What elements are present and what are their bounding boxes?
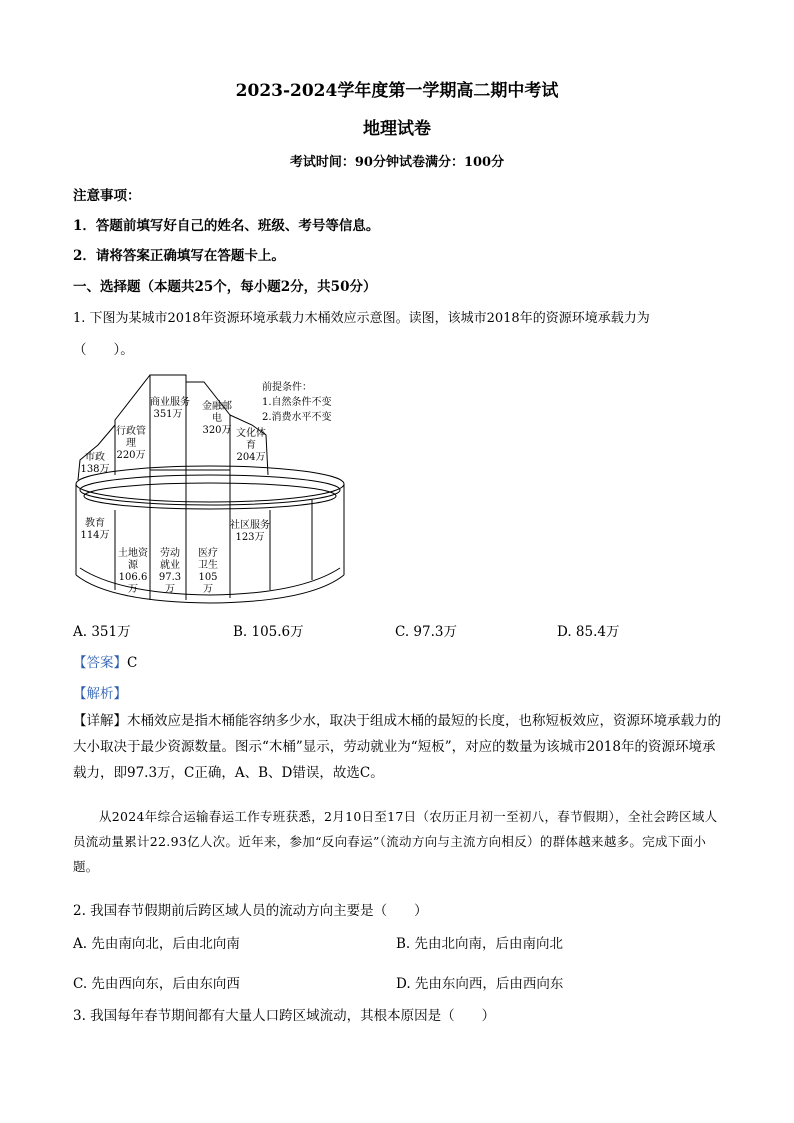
q1-option-c[interactable]: C. 97.3万 xyxy=(395,624,457,640)
q1-analysis-label: 【解析】 xyxy=(73,686,127,702)
answer-label: 【答案】 xyxy=(73,655,127,671)
q2-option-c[interactable]: C. 先由西向东，后由东向西 xyxy=(73,976,240,992)
stave-label-community: 社区服务 123万 xyxy=(230,520,270,543)
passage: 从2024年综合运输春运工作专班获悉，2月10日至17日（农历正月初一至初八，春节假期），全社会跨区域人员流动量累计22.93亿人次。近年来，参加“反向春运”（流动方向与主流方向相反）的群体越来越多。完成下面小题。 xyxy=(73,809,718,874)
notice-heading: 注意事项： xyxy=(73,188,141,204)
condition-1: 1.自然条件不变 xyxy=(262,397,332,408)
condition-2: 2.消费水平不变 xyxy=(262,412,332,423)
q1-detail xyxy=(73,708,725,786)
stave-label-municipal: 市政 138万 xyxy=(80,452,110,475)
stave-label-education: 教育 114万 xyxy=(80,518,110,541)
barrel-figure xyxy=(70,370,350,606)
q1-option-d[interactable]: D. 85.4万 xyxy=(557,624,620,640)
subject-title: 地理试卷 xyxy=(363,119,431,139)
stave-label-medical: 医疗卫生 105万 xyxy=(198,548,218,595)
stave-label-labor: 劳动就业 97.3万 xyxy=(158,548,182,595)
q2-option-b[interactable]: B. 先由北向南，后由南向北 xyxy=(396,936,564,952)
detail-label: 【详解】 xyxy=(73,713,127,729)
figure-conditions xyxy=(262,380,332,425)
q2-option-d[interactable]: D. 先由东向西，后由西向东 xyxy=(396,976,564,992)
q1-option-b[interactable]: B. 105.6万 xyxy=(233,624,304,640)
notice-item-2: 2．请将答案正确填写在答题卡上。 xyxy=(73,248,285,264)
q1-stem-line2: （ ）。 xyxy=(73,342,134,358)
stave-label-finance: 金融邮电 320万 xyxy=(202,401,232,436)
q1-option-a[interactable]: A. 351万 xyxy=(73,624,131,640)
stave-label-admin: 行政管理 220万 xyxy=(116,426,146,461)
notice-item-1: 1．答题前填写好自己的姓名、班级、考号等信息。 xyxy=(73,218,380,234)
stave-label-land: 土地资源 106.6万 xyxy=(118,548,148,595)
stave-label-culture: 文化体育 204万 xyxy=(236,428,266,463)
section-heading: 一、选择题（本题共25个，每小题2分，共50分） xyxy=(73,279,377,295)
detail-text: 木桶效应是指木桶能容纳多少水，取决于组成木桶的最短的长度，也称短板效应，资源环境承载力的大小取决于最少资源数量。图示“木桶”显示，劳动就业为“短板”，对应的数量为该城市2018年的资源环境承载力，即97.3万，C正确，A、B、D错误，故选C。 xyxy=(73,713,721,781)
q3-stem: 3. 我国每年春节期间都有大量人口跨区域流动，其根本原因是（ ） xyxy=(73,1008,496,1024)
exam-meta: 考试时间：90分钟试卷满分：100分 xyxy=(289,155,505,170)
stave-label-commerce: 商业服务 351万 xyxy=(150,397,190,420)
answer-value: C xyxy=(127,655,138,671)
exam-title: 2023-2024学年度第一学期高二期中考试 xyxy=(235,81,559,101)
q2-stem: 2. 我国春节假期前后跨区域人员的流动方向主要是（ ） xyxy=(73,903,428,919)
q1-answer xyxy=(73,651,137,671)
q1-stem-line1: 1. 下图为某城市2018年资源环境承载力木桶效应示意图。读图，该城市2018年的资源环境承载力为 xyxy=(73,311,650,326)
conditions-title: 前提条件： xyxy=(262,382,312,393)
q2-option-a[interactable]: A. 先由南向北，后由北向南 xyxy=(73,936,240,952)
